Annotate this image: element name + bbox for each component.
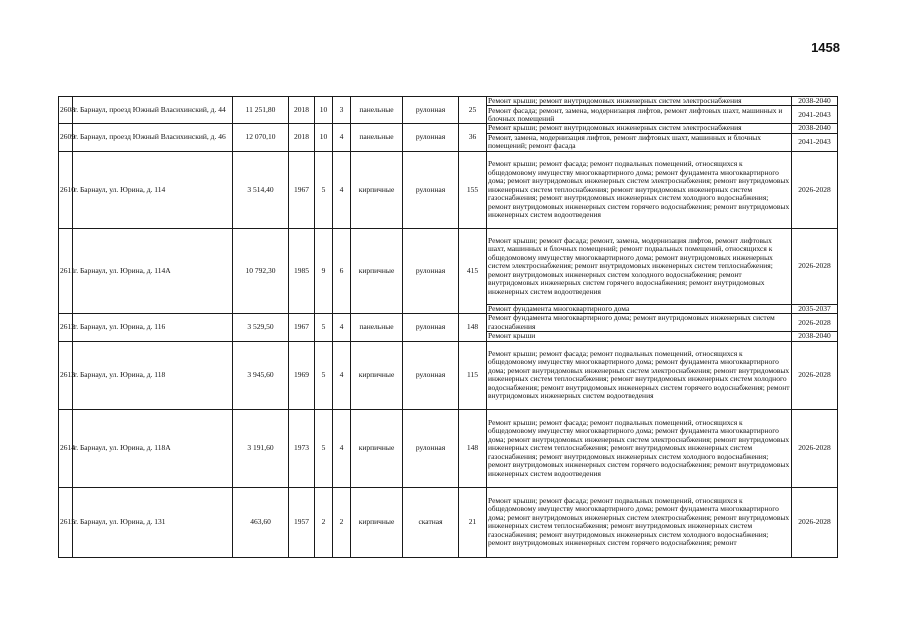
row-address: г. Барнаул, ул. Юрина, д. 118 bbox=[73, 341, 233, 409]
row-year: 1985 bbox=[289, 228, 315, 313]
row-address: г. Барнаул, проезд Южный Власихинский, д. 44 bbox=[73, 97, 233, 124]
row-floors: 9 bbox=[315, 228, 333, 313]
row-wall-material: панельные bbox=[351, 97, 403, 124]
row-number: 2615 bbox=[59, 487, 73, 557]
row-work-description: Ремонт, замена, модернизация лифтов, ремонт лифтовых шахт, машинных и блочных помещений; ремонт фасада bbox=[487, 133, 792, 151]
table-body bbox=[59, 97, 838, 558]
row-work-period: 2035-2037 bbox=[792, 304, 838, 313]
row-address: г. Барнаул, ул. Юрина, д. 114А bbox=[73, 228, 233, 313]
row-work-period: 2026-2028 bbox=[792, 314, 838, 332]
row-floors: 5 bbox=[315, 314, 333, 341]
row-work-period: 2041-2043 bbox=[792, 133, 838, 151]
row-wall-material: кирпичные bbox=[351, 341, 403, 409]
table-row bbox=[59, 151, 838, 228]
row-wall-material: кирпичные bbox=[351, 151, 403, 228]
row-address: г. Барнаул, ул. Юрина, д. 131 bbox=[73, 487, 233, 557]
row-floors: 5 bbox=[315, 341, 333, 409]
row-work-period: 2041-2043 bbox=[792, 106, 838, 124]
row-floors: 2 bbox=[315, 487, 333, 557]
row-work-description: Ремонт крыши; ремонт фасада; ремонт подвальных помещений, относящихся к общедомовому имуществу многоквартирного дома; ремонт фундамента многоквартирного дома; ремонт внутридомовых инженерных систем электроснабжения; ремонт внутридомовых инженерных систем теплоснабжения; ремонт внутридомовых инженерных систем холодного водоснабжения; ремонт внутридомовых инженерных систем горячего водоснабжения; ремонт внутридомовых инженерных систем водоотведения bbox=[487, 341, 792, 409]
row-floors: 10 bbox=[315, 124, 333, 151]
row-year: 2018 bbox=[289, 124, 315, 151]
row-work-description: Ремонт фундамента многоквартирного дома; ремонт внутридомовых инженерных систем газоснабжения bbox=[487, 314, 792, 332]
row-year: 2018 bbox=[289, 97, 315, 124]
row-work-description: Ремонт крыши; ремонт фасада; ремонт подвальных помещений, относящихся к общедомовому имуществу многоквартирного дома; ремонт фундамента многоквартирного дома; ремонт внутридомовых инженерных систем электроснабжения; ремонт внутридомовых инженерных систем теплоснабжения; ремонт внутридомовых инженерных систем газоснабжения; ремонт внутридомовых инженерных систем холодного водоснабжения; ремонт внутридомовых инженерных систем горячего водоснабжения; ремонт внутридомовых инженерных систем водоотведения bbox=[487, 151, 792, 228]
repair-schedule-table bbox=[58, 96, 838, 558]
page-number: 1458 bbox=[811, 40, 840, 55]
row-work-period: 2026-2028 bbox=[792, 151, 838, 228]
row-entrances: 4 bbox=[333, 341, 351, 409]
row-area: 3 529,50 bbox=[233, 314, 289, 341]
row-count: 25 bbox=[459, 97, 487, 124]
row-roof-type: рулонная bbox=[403, 228, 459, 313]
row-work-period: 2038-2040 bbox=[792, 97, 838, 106]
row-number: 2613 bbox=[59, 341, 73, 409]
row-work-description: Ремонт фундамента многоквартирного дома bbox=[487, 304, 792, 313]
row-count: 148 bbox=[459, 409, 487, 487]
row-work-period: 2038-2040 bbox=[792, 124, 838, 133]
row-floors: 5 bbox=[315, 151, 333, 228]
row-roof-type: рулонная bbox=[403, 97, 459, 124]
row-area: 12 070,10 bbox=[233, 124, 289, 151]
table-row bbox=[59, 314, 838, 332]
row-area: 10 792,30 bbox=[233, 228, 289, 313]
row-count: 36 bbox=[459, 124, 487, 151]
row-roof-type: рулонная bbox=[403, 124, 459, 151]
table-row bbox=[59, 228, 838, 304]
row-number: 2608 bbox=[59, 97, 73, 124]
row-roof-type: рулонная bbox=[403, 314, 459, 341]
row-work-description: Ремонт крыши; ремонт фасада; ремонт, замена, модернизация лифтов, ремонт лифтовых шахт, машинных и блочных помещений; ремонт подвальных помещений, относящихся к общедомовому имуществу многоквартирного дома; ремонт внутридомовых инженерных систем электроснабжения; ремонт внутридомовых инженерных систем теплоснабжения; ремонт внутридомовых инженерных систем холодного водоснабжения; ремонт внутридомовых инженерных систем горячего водоснабжения; ремонт внутридомовых инженерных систем водоотведения bbox=[487, 228, 792, 304]
row-work-description: Ремонт фасада; ремонт, замена, модернизация лифтов, ремонт лифтовых шахт, машинных и блочных помещений bbox=[487, 106, 792, 124]
row-work-period: 2026-2028 bbox=[792, 228, 838, 304]
row-year: 1967 bbox=[289, 314, 315, 341]
row-work-description: Ремонт крыши bbox=[487, 332, 792, 341]
row-count: 21 bbox=[459, 487, 487, 557]
row-number: 2614 bbox=[59, 409, 73, 487]
row-address: г. Барнаул, проезд Южный Власихинский, д. 46 bbox=[73, 124, 233, 151]
row-area: 3 945,60 bbox=[233, 341, 289, 409]
row-work-description: Ремонт крыши; ремонт внутридомовых инженерных систем электроснабжения bbox=[487, 124, 792, 133]
row-entrances: 4 bbox=[333, 151, 351, 228]
row-number: 2612 bbox=[59, 314, 73, 341]
row-count: 155 bbox=[459, 151, 487, 228]
row-roof-type: рулонная bbox=[403, 409, 459, 487]
row-count: 415 bbox=[459, 228, 487, 313]
row-count: 115 bbox=[459, 341, 487, 409]
row-wall-material: кирпичные bbox=[351, 228, 403, 313]
row-address: г. Барнаул, ул. Юрина, д. 116 bbox=[73, 314, 233, 341]
row-address: г. Барнаул, ул. Юрина, д. 118А bbox=[73, 409, 233, 487]
row-work-period: 2026-2028 bbox=[792, 487, 838, 557]
row-work-period: 2038-2040 bbox=[792, 332, 838, 341]
row-area: 11 251,80 bbox=[233, 97, 289, 124]
row-work-description: Ремонт крыши; ремонт внутридомовых инженерных систем электроснабжения bbox=[487, 97, 792, 106]
row-floors: 10 bbox=[315, 97, 333, 124]
row-roof-type: рулонная bbox=[403, 341, 459, 409]
row-entrances: 3 bbox=[333, 97, 351, 124]
row-roof-type: рулонная bbox=[403, 151, 459, 228]
row-address: г. Барнаул, ул. Юрина, д. 114 bbox=[73, 151, 233, 228]
row-entrances: 4 bbox=[333, 314, 351, 341]
row-area: 3 191,60 bbox=[233, 409, 289, 487]
row-number: 2609 bbox=[59, 124, 73, 151]
row-entrances: 4 bbox=[333, 409, 351, 487]
row-work-period: 2026-2028 bbox=[792, 409, 838, 487]
row-number: 2610 bbox=[59, 151, 73, 228]
row-count: 148 bbox=[459, 314, 487, 341]
row-area: 3 514,40 bbox=[233, 151, 289, 228]
row-work-description: Ремонт крыши; ремонт фасада; ремонт подвальных помещений, относящихся к общедомовому имуществу многоквартирного дома; ремонт фундамента многоквартирного дома; ремонт внутридомовых инженерных систем электроснабжения; ремонт внутридомовых инженерных систем теплоснабжения; ремонт внутридомовых инженерных систем газоснабжения; ремонт внутридомовых инженерных систем холодного водоснабжения; ремонт внутридомовых инженерных систем горячего водоснабжения; ремонт bbox=[487, 487, 792, 557]
row-roof-type: скатная bbox=[403, 487, 459, 557]
row-entrances: 2 bbox=[333, 487, 351, 557]
table-row bbox=[59, 409, 838, 487]
row-floors: 5 bbox=[315, 409, 333, 487]
table-row bbox=[59, 97, 838, 106]
row-wall-material: панельные bbox=[351, 124, 403, 151]
row-work-period: 2026-2028 bbox=[792, 341, 838, 409]
row-entrances: 6 bbox=[333, 228, 351, 313]
row-area: 463,60 bbox=[233, 487, 289, 557]
row-work-description: Ремонт крыши; ремонт фасада; ремонт подвальных помещений, относящихся к общедомовому имуществу многоквартирного дома; ремонт фундамента многоквартирного дома; ремонт внутридомовых инженерных систем электроснабжения; ремонт внутридомовых инженерных систем теплоснабжения; ремонт внутридомовых инженерных систем газоснабжения; ремонт внутридомовых инженерных систем холодного водоснабжения; ремонт внутридомовых инженерных систем горячего водоснабжения; ремонт внутридомовых инженерных систем водоотведения bbox=[487, 409, 792, 487]
row-entrances: 4 bbox=[333, 124, 351, 151]
row-year: 1957 bbox=[289, 487, 315, 557]
table-row bbox=[59, 341, 838, 409]
row-year: 1973 bbox=[289, 409, 315, 487]
row-year: 1969 bbox=[289, 341, 315, 409]
row-year: 1967 bbox=[289, 151, 315, 228]
row-number: 2611 bbox=[59, 228, 73, 313]
table-row bbox=[59, 487, 838, 557]
row-wall-material: кирпичные bbox=[351, 487, 403, 557]
row-wall-material: кирпичные bbox=[351, 409, 403, 487]
row-wall-material: панельные bbox=[351, 314, 403, 341]
